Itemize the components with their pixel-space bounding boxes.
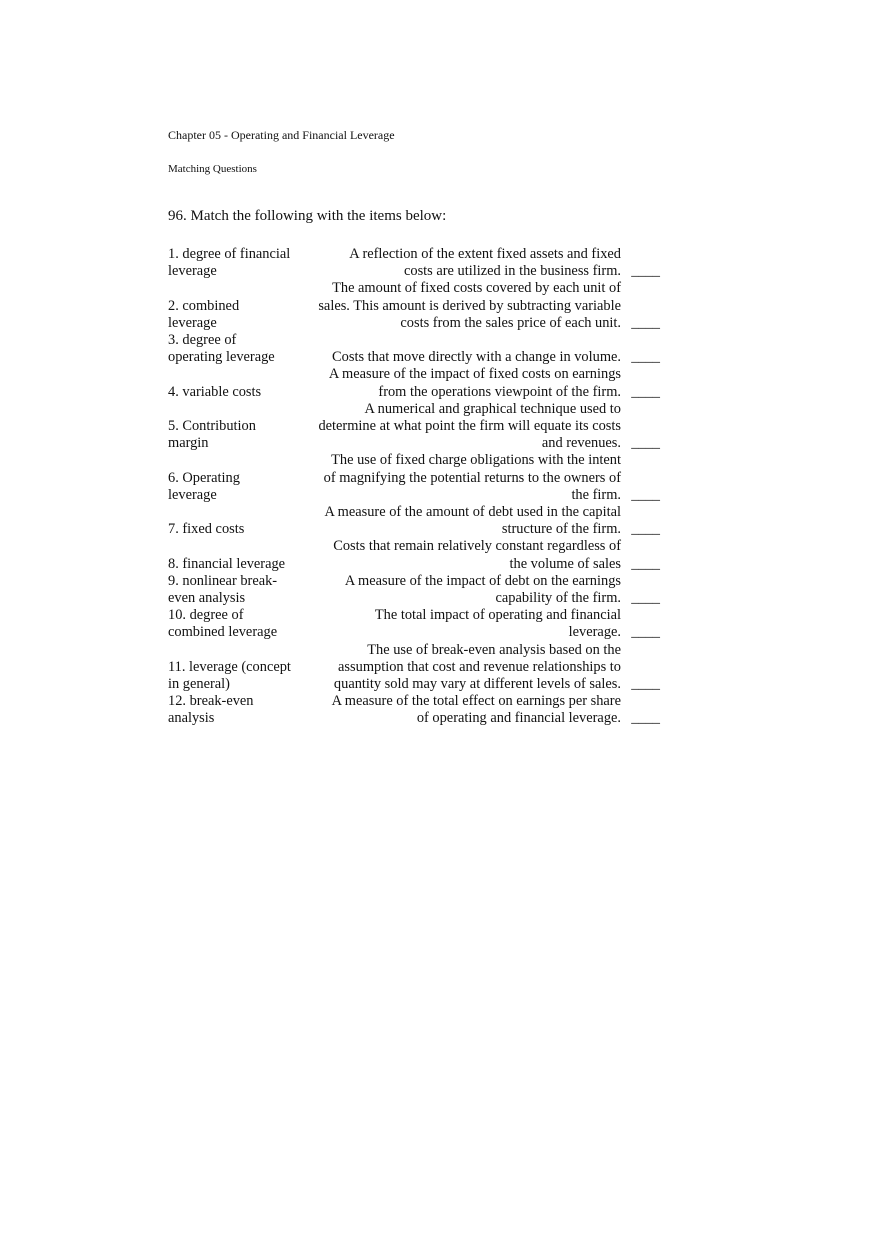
matching-row xyxy=(168,332,660,366)
answer-blank[interactable]: ____ xyxy=(631,676,660,693)
term: 7. fixed costs xyxy=(168,521,245,538)
chapter-title: Chapter 05 - Operating and Financial Leverage xyxy=(168,128,395,142)
answer-blank[interactable]: ____ xyxy=(631,435,660,452)
definition: The amount of fixed costs covered by each unit of sales. This amount is derived by subtracting variable costs from the sales price of each unit. xyxy=(318,280,621,331)
answer-blank[interactable]: ____ xyxy=(631,590,660,607)
term: 1. degree of financial leverage xyxy=(168,246,291,280)
matching-row xyxy=(168,573,660,607)
answer-blank[interactable]: ____ xyxy=(631,263,660,280)
matching-row xyxy=(168,504,660,538)
definition: Costs that move directly with a change in volume. xyxy=(332,349,621,366)
answer-blank[interactable]: ____ xyxy=(631,383,660,400)
matching-row xyxy=(168,280,660,332)
matching-row xyxy=(168,401,660,453)
term: 11. leverage (concept in general) xyxy=(168,658,291,693)
term: 2. combined leverage xyxy=(168,297,240,331)
answer-blank[interactable]: ____ xyxy=(631,555,660,572)
matching-row xyxy=(168,538,660,572)
term: 5. Contribution margin xyxy=(168,418,256,452)
answer-blank[interactable]: ____ xyxy=(631,710,660,727)
definition: Costs that remain relatively constant regardless of the volume of sales xyxy=(333,538,621,572)
term: 12. break-even analysis xyxy=(168,693,254,727)
matching-row xyxy=(168,607,660,641)
definition: The use of fixed charge obligations with the intent of magnifying the potential returns to the owners of the firm. xyxy=(323,452,621,503)
definition: A measure of the total effect on earnings per share of operating and financial leverage. xyxy=(331,693,621,727)
section-title: Matching Questions xyxy=(168,163,257,175)
definition: A measure of the impact of debt on the earnings capability of the firm. xyxy=(344,572,621,607)
definition: A measure of the amount of debt used in the capital structure of the firm. xyxy=(324,504,621,538)
definition: A reflection of the extent fixed assets and fixed costs are utilized in the business firm. xyxy=(349,246,621,280)
definition: The use of break-even analysis based on the assumption that cost and revenue relationships to quantity sold may vary at different levels of sales. xyxy=(333,641,621,693)
term: 8. financial leverage xyxy=(168,555,286,572)
answer-blank[interactable]: ____ xyxy=(631,314,660,331)
term: 4. variable costs xyxy=(168,383,262,400)
definition: The total impact of operating and financial leverage. xyxy=(374,607,621,641)
term: 10. degree of combined leverage xyxy=(168,607,278,641)
definition: A numerical and graphical technique used to determine at what point the firm will equate its costs and revenues. xyxy=(318,400,621,452)
matching-row xyxy=(168,246,660,280)
answer-blank[interactable]: ____ xyxy=(631,624,660,641)
term: 9. nonlinear break- even analysis xyxy=(168,572,278,607)
matching-row xyxy=(168,452,660,504)
answer-blank[interactable]: ____ xyxy=(631,486,660,503)
definition: A measure of the impact of fixed costs on earnings from the operations viewpoint of the firm. xyxy=(328,366,621,400)
term: 6. Operating leverage xyxy=(168,469,240,503)
answer-blank[interactable]: ____ xyxy=(631,521,660,538)
matching-row xyxy=(168,366,660,400)
matching-table xyxy=(168,246,660,728)
answer-blank[interactable]: ____ xyxy=(631,349,660,366)
matching-row xyxy=(168,642,660,694)
term: 3. degree of operating leverage xyxy=(168,332,275,366)
question-prompt: 96. Match the following with the items below: xyxy=(168,208,447,224)
matching-row xyxy=(168,693,660,727)
